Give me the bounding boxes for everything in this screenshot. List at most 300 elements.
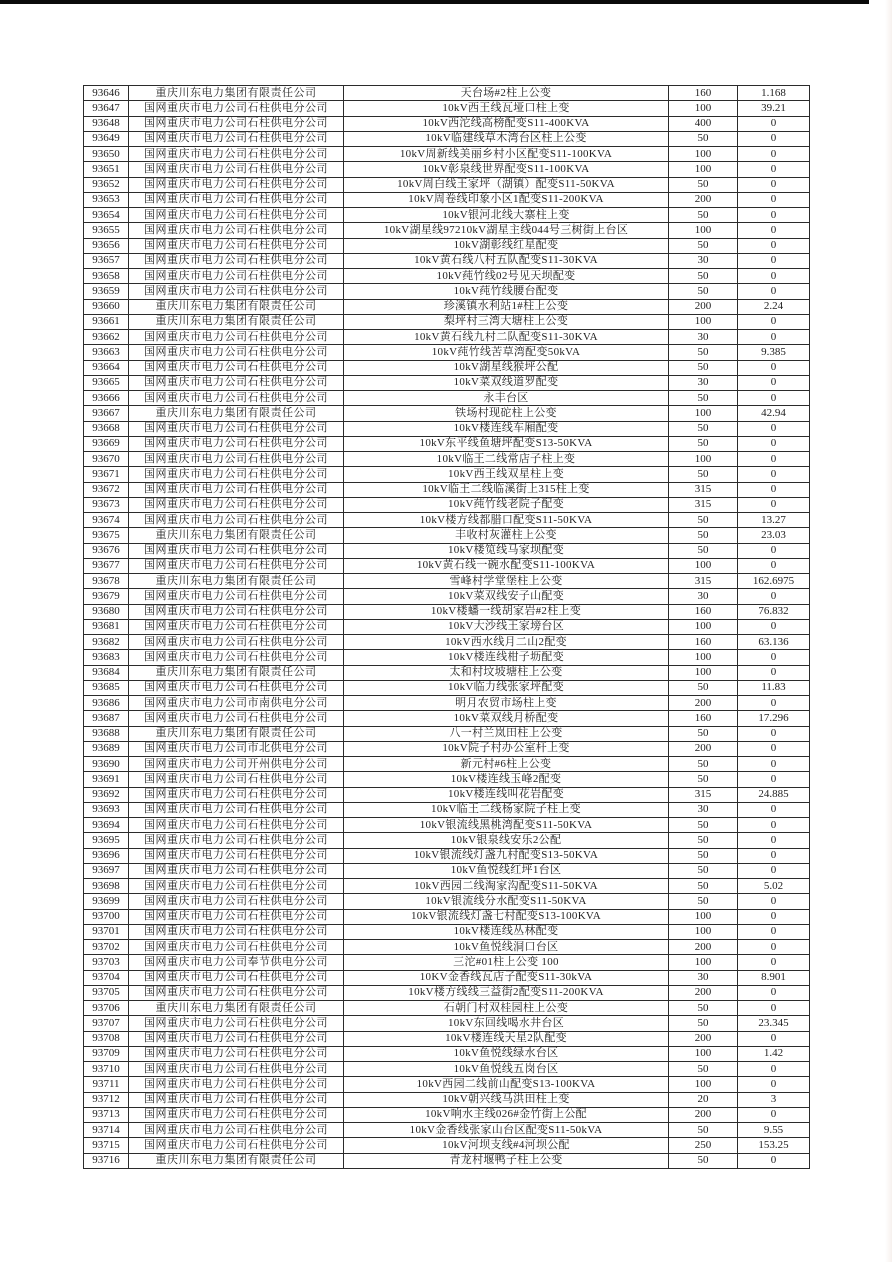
cell-company-name: 重庆川东电力集团有限责任公司 xyxy=(129,1153,344,1168)
cell-value: 0 xyxy=(738,558,810,573)
cell-company-name: 国网重庆市电力公司石柱供电分公司 xyxy=(129,482,344,497)
cell-value: 0 xyxy=(738,726,810,741)
cell-station-name: 10kV黄石线九村二队配变S11-30KVA xyxy=(344,330,669,345)
cell-capacity: 160 xyxy=(669,86,738,101)
table-row xyxy=(84,253,810,268)
cell-record-id: 93710 xyxy=(84,1062,129,1077)
cell-value: 0 xyxy=(738,436,810,451)
table-row xyxy=(84,436,810,451)
cell-value: 162.6975 xyxy=(738,574,810,589)
cell-capacity: 315 xyxy=(669,787,738,802)
cell-station-name: 10kV周白线王家坪（湖镇）配变S11-50KVA xyxy=(344,177,669,192)
cell-record-id: 93695 xyxy=(84,833,129,848)
cell-capacity: 200 xyxy=(669,1107,738,1122)
table-row xyxy=(84,269,810,284)
cell-record-id: 93648 xyxy=(84,116,129,131)
cell-capacity: 100 xyxy=(669,314,738,329)
cell-company-name: 国网重庆市电力公司石柱供电分公司 xyxy=(129,192,344,207)
cell-station-name: 八一村兰岚田柱上公变 xyxy=(344,726,669,741)
cell-capacity: 30 xyxy=(669,970,738,985)
cell-capacity: 160 xyxy=(669,635,738,650)
cell-capacity: 50 xyxy=(669,879,738,894)
cell-station-name: 丰收村灰灌柱上公变 xyxy=(344,528,669,543)
cell-company-name: 国网重庆市电力公司石柱供电分公司 xyxy=(129,360,344,375)
cell-capacity: 50 xyxy=(669,1062,738,1077)
cell-capacity: 50 xyxy=(669,863,738,878)
table-row xyxy=(84,192,810,207)
cell-company-name: 国网重庆市电力公司石柱供电分公司 xyxy=(129,345,344,360)
cell-value: 76.832 xyxy=(738,604,810,619)
cell-capacity: 50 xyxy=(669,818,738,833)
cell-capacity: 100 xyxy=(669,406,738,421)
cell-value: 0 xyxy=(738,985,810,1000)
table-row xyxy=(84,1031,810,1046)
table-row xyxy=(84,101,810,116)
cell-station-name: 太和村坟坡塘柱上公变 xyxy=(344,665,669,680)
cell-record-id: 93686 xyxy=(84,696,129,711)
table-row xyxy=(84,497,810,512)
table-row xyxy=(84,330,810,345)
cell-value: 153.25 xyxy=(738,1138,810,1153)
cell-capacity: 50 xyxy=(669,1123,738,1138)
cell-company-name: 国网重庆市电力公司石柱供电分公司 xyxy=(129,513,344,528)
cell-station-name: 10kV楼方线都腊口配变S11-50KVA xyxy=(344,513,669,528)
cell-record-id: 93661 xyxy=(84,314,129,329)
cell-company-name: 国网重庆市电力公司石柱供电分公司 xyxy=(129,848,344,863)
cell-company-name: 国网重庆市电力公司石柱供电分公司 xyxy=(129,604,344,619)
cell-value: 0 xyxy=(738,330,810,345)
cell-company-name: 国网重庆市电力公司石柱供电分公司 xyxy=(129,1046,344,1061)
cell-capacity: 20 xyxy=(669,1092,738,1107)
cell-record-id: 93653 xyxy=(84,192,129,207)
cell-company-name: 重庆川东电力集团有限责任公司 xyxy=(129,665,344,680)
table-row xyxy=(84,1001,810,1016)
cell-capacity: 200 xyxy=(669,299,738,314)
cell-record-id: 93711 xyxy=(84,1077,129,1092)
cell-record-id: 93684 xyxy=(84,665,129,680)
table-row xyxy=(84,940,810,955)
table-row xyxy=(84,985,810,1000)
cell-record-id: 93656 xyxy=(84,238,129,253)
table-row xyxy=(84,162,810,177)
cell-value: 8.901 xyxy=(738,970,810,985)
cell-company-name: 国网重庆市电力公司石柱供电分公司 xyxy=(129,1031,344,1046)
cell-record-id: 93647 xyxy=(84,101,129,116)
cell-value: 0 xyxy=(738,223,810,238)
cell-record-id: 93651 xyxy=(84,162,129,177)
cell-record-id: 93663 xyxy=(84,345,129,360)
cell-record-id: 93706 xyxy=(84,1001,129,1016)
cell-record-id: 93702 xyxy=(84,940,129,955)
cell-record-id: 93715 xyxy=(84,1138,129,1153)
table-row xyxy=(84,574,810,589)
cell-station-name: 10kV鱼悦线红坪1台区 xyxy=(344,863,669,878)
cell-record-id: 93668 xyxy=(84,421,129,436)
cell-value: 5.02 xyxy=(738,879,810,894)
cell-station-name: 10kV银河北线大寨柱上变 xyxy=(344,208,669,223)
cell-company-name: 国网重庆市电力公司石柱供电分公司 xyxy=(129,1107,344,1122)
cell-value: 0 xyxy=(738,909,810,924)
cell-capacity: 50 xyxy=(669,238,738,253)
cell-value: 24.885 xyxy=(738,787,810,802)
cell-value: 0 xyxy=(738,833,810,848)
cell-value: 0 xyxy=(738,940,810,955)
cell-capacity: 50 xyxy=(669,848,738,863)
table-row xyxy=(84,665,810,680)
cell-capacity: 50 xyxy=(669,680,738,695)
cell-capacity: 50 xyxy=(669,528,738,543)
cell-capacity: 250 xyxy=(669,1138,738,1153)
cell-company-name: 国网重庆市电力公司石柱供电分公司 xyxy=(129,802,344,817)
cell-record-id: 93693 xyxy=(84,802,129,817)
table-row xyxy=(84,970,810,985)
cell-capacity: 200 xyxy=(669,1031,738,1046)
cell-record-id: 93708 xyxy=(84,1031,129,1046)
table-row xyxy=(84,1062,810,1077)
cell-capacity: 30 xyxy=(669,375,738,390)
cell-value: 0 xyxy=(738,1077,810,1092)
cell-record-id: 93694 xyxy=(84,818,129,833)
cell-company-name: 国网重庆市电力公司石柱供电分公司 xyxy=(129,162,344,177)
cell-capacity: 200 xyxy=(669,985,738,1000)
cell-value: 0 xyxy=(738,741,810,756)
table-row xyxy=(84,314,810,329)
table-row xyxy=(84,924,810,939)
cell-capacity: 200 xyxy=(669,940,738,955)
cell-station-name: 10kV西王线瓦垭口柱上变 xyxy=(344,101,669,116)
cell-record-id: 93662 xyxy=(84,330,129,345)
cell-record-id: 93659 xyxy=(84,284,129,299)
cell-capacity: 100 xyxy=(669,162,738,177)
cell-capacity: 100 xyxy=(669,101,738,116)
cell-company-name: 国网重庆市电力公司石柱供电分公司 xyxy=(129,924,344,939)
cell-value: 0 xyxy=(738,391,810,406)
cell-record-id: 93652 xyxy=(84,177,129,192)
table-row xyxy=(84,116,810,131)
cell-value: 1.42 xyxy=(738,1046,810,1061)
cell-value: 0 xyxy=(738,924,810,939)
table-row xyxy=(84,1138,810,1153)
cell-station-name: 10kV银流线灯盏九村配变S13-50KVA xyxy=(344,848,669,863)
cell-record-id: 93709 xyxy=(84,1046,129,1061)
cell-record-id: 93707 xyxy=(84,1016,129,1031)
cell-station-name: 10kV西园二线前山配变S13-100KVA xyxy=(344,1077,669,1092)
table-row xyxy=(84,238,810,253)
cell-company-name: 重庆川东电力集团有限责任公司 xyxy=(129,406,344,421)
cell-station-name: 10kV东回线喝水井台区 xyxy=(344,1016,669,1031)
cell-station-name: 10kV菜双线道罗配变 xyxy=(344,375,669,390)
cell-value: 0 xyxy=(738,772,810,787)
cell-value: 63.136 xyxy=(738,635,810,650)
cell-station-name: 10kV鱼悦线洞口台区 xyxy=(344,940,669,955)
cell-record-id: 93688 xyxy=(84,726,129,741)
cell-value: 0 xyxy=(738,863,810,878)
cell-station-name: 10kV楼蟠一线胡家岩#2柱上变 xyxy=(344,604,669,619)
table-row xyxy=(84,604,810,619)
cell-company-name: 国网重庆市电力公司石柱供电分公司 xyxy=(129,452,344,467)
cell-record-id: 93699 xyxy=(84,894,129,909)
cell-company-name: 国网重庆市电力公司石柱供电分公司 xyxy=(129,223,344,238)
table-row xyxy=(84,879,810,894)
cell-record-id: 93658 xyxy=(84,269,129,284)
cell-value: 0 xyxy=(738,802,810,817)
cell-station-name: 青龙村堰鸭子柱上公变 xyxy=(344,1153,669,1168)
table-row xyxy=(84,1153,810,1168)
cell-record-id: 93716 xyxy=(84,1153,129,1168)
cell-station-name: 10kV临力线张家坪配变 xyxy=(344,680,669,695)
cell-station-name: 10kV银流线分水配变S11-50KVA xyxy=(344,894,669,909)
table-row xyxy=(84,223,810,238)
cell-station-name: 10kV西园二线淘家沟配变S11-50KVA xyxy=(344,879,669,894)
cell-station-name: 10kV周新线美丽乡村小区配变S11-100KVA xyxy=(344,147,669,162)
cell-company-name: 国网重庆市电力公司石柱供电分公司 xyxy=(129,879,344,894)
table-row xyxy=(84,345,810,360)
cell-capacity: 50 xyxy=(669,269,738,284)
cell-company-name: 国网重庆市电力公司石柱供电分公司 xyxy=(129,177,344,192)
cell-station-name: 10kV莼竹线02号见天坝配变 xyxy=(344,269,669,284)
cell-capacity: 30 xyxy=(669,253,738,268)
cell-value: 0 xyxy=(738,543,810,558)
table-row xyxy=(84,86,810,101)
cell-company-name: 国网重庆市电力公司石柱供电分公司 xyxy=(129,1062,344,1077)
cell-value: 0 xyxy=(738,1001,810,1016)
cell-company-name: 重庆川东电力集团有限责任公司 xyxy=(129,314,344,329)
cell-company-name: 国网重庆市电力公司石柱供电分公司 xyxy=(129,1138,344,1153)
cell-record-id: 93685 xyxy=(84,680,129,695)
cell-value: 17.296 xyxy=(738,711,810,726)
table-row xyxy=(84,513,810,528)
cell-capacity: 160 xyxy=(669,711,738,726)
cell-value: 23.345 xyxy=(738,1016,810,1031)
cell-company-name: 国网重庆市电力公司石柱供电分公司 xyxy=(129,589,344,604)
cell-capacity: 50 xyxy=(669,726,738,741)
table-row xyxy=(84,726,810,741)
table-row xyxy=(84,391,810,406)
cell-company-name: 国网重庆市电力公司石柱供电分公司 xyxy=(129,619,344,634)
cell-record-id: 93657 xyxy=(84,253,129,268)
cell-station-name: 10kV湖星线97210kV湖星主线044号三树街上台区 xyxy=(344,223,669,238)
cell-company-name: 国网重庆市电力公司石柱供电分公司 xyxy=(129,940,344,955)
cell-company-name: 国网重庆市电力公司石柱供电分公司 xyxy=(129,558,344,573)
cell-station-name: 10kV银流线黑桃湾配变S11-50KVA xyxy=(344,818,669,833)
cell-company-name: 国网重庆市电力公司奉节供电分公司 xyxy=(129,955,344,970)
cell-company-name: 国网重庆市电力公司石柱供电分公司 xyxy=(129,1123,344,1138)
cell-capacity: 50 xyxy=(669,177,738,192)
table-row xyxy=(84,635,810,650)
cell-company-name: 国网重庆市电力公司石柱供电分公司 xyxy=(129,116,344,131)
cell-record-id: 93683 xyxy=(84,650,129,665)
cell-record-id: 93682 xyxy=(84,635,129,650)
cell-record-id: 93655 xyxy=(84,223,129,238)
table-row xyxy=(84,482,810,497)
cell-capacity: 100 xyxy=(669,558,738,573)
cell-value: 0 xyxy=(738,192,810,207)
cell-station-name: 10kV临王二线常店子柱上变 xyxy=(344,452,669,467)
cell-company-name: 国网重庆市电力公司石柱供电分公司 xyxy=(129,467,344,482)
cell-capacity: 50 xyxy=(669,1153,738,1168)
cell-capacity: 50 xyxy=(669,360,738,375)
cell-value: 0 xyxy=(738,894,810,909)
power-station-table xyxy=(83,85,810,1169)
cell-value: 0 xyxy=(738,208,810,223)
cell-company-name: 国网重庆市电力公司石柱供电分公司 xyxy=(129,147,344,162)
cell-company-name: 重庆川东电力集团有限责任公司 xyxy=(129,1001,344,1016)
table-row xyxy=(84,863,810,878)
cell-company-name: 国网重庆市电力公司石柱供电分公司 xyxy=(129,772,344,787)
cell-value: 13.27 xyxy=(738,513,810,528)
cell-station-name: 10kV西王线双星柱上变 xyxy=(344,467,669,482)
table-row xyxy=(84,406,810,421)
cell-station-name: 10kV楼连线丛林配变 xyxy=(344,924,669,939)
cell-capacity: 30 xyxy=(669,589,738,604)
cell-capacity: 50 xyxy=(669,543,738,558)
cell-record-id: 93698 xyxy=(84,879,129,894)
cell-station-name: 10kV楼连线柑子坜配变 xyxy=(344,650,669,665)
cell-company-name: 国网重庆市电力公司石柱供电分公司 xyxy=(129,131,344,146)
cell-capacity: 50 xyxy=(669,757,738,772)
cell-station-name: 雪峰村学堂堡柱上公变 xyxy=(344,574,669,589)
cell-station-name: 珍溪镇水利站1#柱上公变 xyxy=(344,299,669,314)
cell-company-name: 国网重庆市电力公司石柱供电分公司 xyxy=(129,711,344,726)
cell-value: 0 xyxy=(738,497,810,512)
cell-value: 23.03 xyxy=(738,528,810,543)
cell-value: 0 xyxy=(738,848,810,863)
cell-record-id: 93703 xyxy=(84,955,129,970)
cell-value: 0 xyxy=(738,1031,810,1046)
cell-station-name: 10kV彰泉线世界配变S11-100KVA xyxy=(344,162,669,177)
cell-capacity: 50 xyxy=(669,833,738,848)
table-row xyxy=(84,894,810,909)
cell-value: 0 xyxy=(738,650,810,665)
cell-value: 0 xyxy=(738,375,810,390)
cell-company-name: 国网重庆市电力公司石柱供电分公司 xyxy=(129,436,344,451)
cell-record-id: 93654 xyxy=(84,208,129,223)
cell-capacity: 50 xyxy=(669,772,738,787)
table-row xyxy=(84,955,810,970)
cell-value: 0 xyxy=(738,696,810,711)
cell-capacity: 200 xyxy=(669,741,738,756)
cell-capacity: 315 xyxy=(669,482,738,497)
cell-capacity: 50 xyxy=(669,894,738,909)
cell-station-name: 10kV响水主线026#金竹街上公配 xyxy=(344,1107,669,1122)
cell-record-id: 93700 xyxy=(84,909,129,924)
cell-station-name: 10kV银泉线安乐2公配 xyxy=(344,833,669,848)
cell-capacity: 100 xyxy=(669,1046,738,1061)
cell-capacity: 315 xyxy=(669,574,738,589)
cell-record-id: 93681 xyxy=(84,619,129,634)
cell-capacity: 100 xyxy=(669,665,738,680)
table-row xyxy=(84,452,810,467)
cell-record-id: 93667 xyxy=(84,406,129,421)
page-right-edge-shadow xyxy=(885,0,892,1262)
table-row xyxy=(84,711,810,726)
cell-station-name: 10kV大沙线王家塝台区 xyxy=(344,619,669,634)
cell-station-name: 10kV黄石线八村五队配变S11-30KVA xyxy=(344,253,669,268)
table-row xyxy=(84,741,810,756)
cell-record-id: 93670 xyxy=(84,452,129,467)
cell-company-name: 国网重庆市电力公司石柱供电分公司 xyxy=(129,787,344,802)
cell-capacity: 50 xyxy=(669,345,738,360)
cell-company-name: 重庆川东电力集团有限责任公司 xyxy=(129,299,344,314)
cell-value: 0 xyxy=(738,116,810,131)
cell-station-name: 10kV楼连线叫花岩配变 xyxy=(344,787,669,802)
cell-value: 0 xyxy=(738,665,810,680)
table-row xyxy=(84,757,810,772)
cell-record-id: 93672 xyxy=(84,482,129,497)
cell-station-name: 10KV金香线瓦店子配变S11-30kVA xyxy=(344,970,669,985)
table-row xyxy=(84,1046,810,1061)
cell-company-name: 国网重庆市电力公司石柱供电分公司 xyxy=(129,375,344,390)
table-row xyxy=(84,360,810,375)
cell-station-name: 10kV莼竹线老院子配变 xyxy=(344,497,669,512)
cell-station-name: 10kV莼竹线腰台配变 xyxy=(344,284,669,299)
cell-value: 0 xyxy=(738,467,810,482)
table-row xyxy=(84,177,810,192)
table-row xyxy=(84,131,810,146)
cell-value: 42.94 xyxy=(738,406,810,421)
cell-capacity: 50 xyxy=(669,1016,738,1031)
cell-company-name: 国网重庆市电力公司石柱供电分公司 xyxy=(129,391,344,406)
cell-capacity: 160 xyxy=(669,604,738,619)
cell-record-id: 93673 xyxy=(84,497,129,512)
table-row xyxy=(84,1077,810,1092)
cell-value: 0 xyxy=(738,1107,810,1122)
cell-capacity: 50 xyxy=(669,467,738,482)
cell-record-id: 93660 xyxy=(84,299,129,314)
cell-station-name: 铁场村现砣柱上公变 xyxy=(344,406,669,421)
cell-value: 0 xyxy=(738,757,810,772)
cell-station-name: 10kV临王二线杨家院子柱上变 xyxy=(344,802,669,817)
cell-station-name: 10kV楼连线车厢配变 xyxy=(344,421,669,436)
cell-station-name: 10kV黄石线一碗水配变S11-100KVA xyxy=(344,558,669,573)
cell-company-name: 国网重庆市电力公司市南供电分公司 xyxy=(129,696,344,711)
cell-record-id: 93687 xyxy=(84,711,129,726)
cell-station-name: 10kV菜双线月桥配变 xyxy=(344,711,669,726)
cell-company-name: 国网重庆市电力公司石柱供电分公司 xyxy=(129,330,344,345)
table-row xyxy=(84,802,810,817)
cell-capacity: 315 xyxy=(669,497,738,512)
cell-value: 2.24 xyxy=(738,299,810,314)
cell-record-id: 93674 xyxy=(84,513,129,528)
cell-station-name: 三沱#01柱上公变 100 xyxy=(344,955,669,970)
cell-company-name: 国网重庆市电力公司石柱供电分公司 xyxy=(129,970,344,985)
cell-capacity: 30 xyxy=(669,802,738,817)
table-row xyxy=(84,543,810,558)
cell-value: 0 xyxy=(738,482,810,497)
table-row xyxy=(84,680,810,695)
cell-value: 39.21 xyxy=(738,101,810,116)
cell-company-name: 国网重庆市电力公司石柱供电分公司 xyxy=(129,101,344,116)
cell-record-id: 93679 xyxy=(84,589,129,604)
table-row xyxy=(84,528,810,543)
cell-value: 0 xyxy=(738,269,810,284)
cell-capacity: 200 xyxy=(669,192,738,207)
table-row xyxy=(84,619,810,634)
table-row xyxy=(84,421,810,436)
cell-station-name: 10kV莼竹线苦草湾配变50kVA xyxy=(344,345,669,360)
cell-value: 0 xyxy=(738,955,810,970)
cell-company-name: 国网重庆市电力公司石柱供电分公司 xyxy=(129,421,344,436)
cell-company-name: 国网重庆市电力公司石柱供电分公司 xyxy=(129,650,344,665)
cell-capacity: 50 xyxy=(669,208,738,223)
cell-capacity: 100 xyxy=(669,955,738,970)
table-row xyxy=(84,787,810,802)
cell-capacity: 100 xyxy=(669,1077,738,1092)
cell-station-name: 10kV楼连线玉峰2配变 xyxy=(344,772,669,787)
cell-value: 0 xyxy=(738,589,810,604)
page-top-edge-line xyxy=(0,0,869,4)
cell-record-id: 93691 xyxy=(84,772,129,787)
